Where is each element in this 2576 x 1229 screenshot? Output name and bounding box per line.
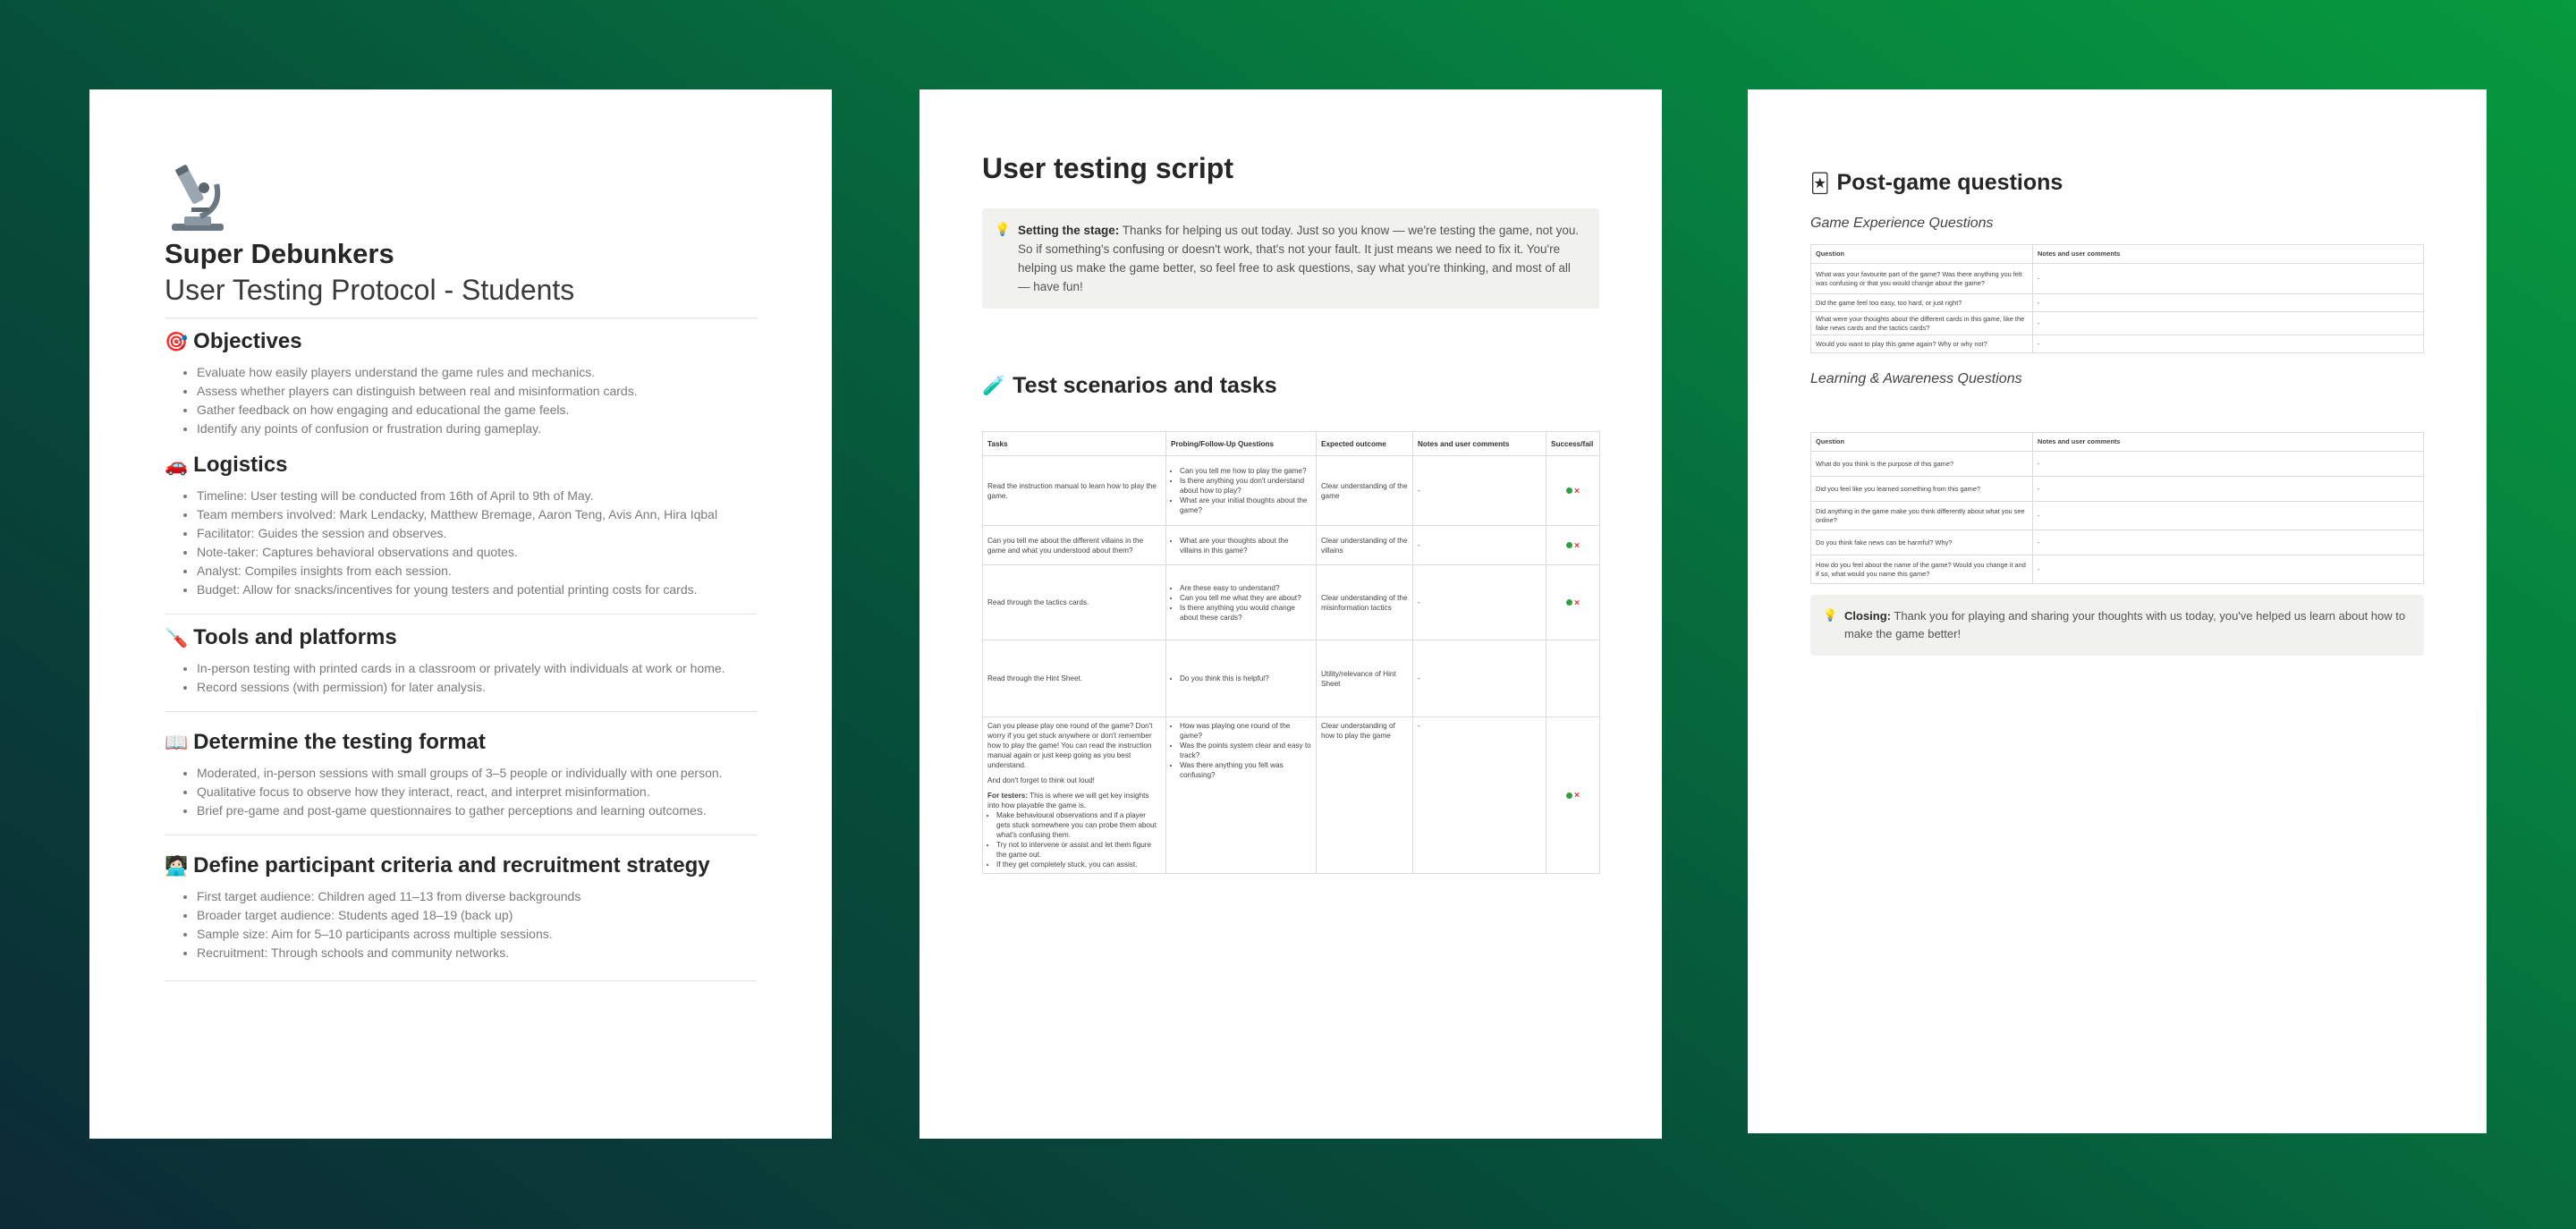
divider [165, 711, 757, 712]
column-header: Question [1811, 433, 2033, 452]
outcome-cell: Clear understanding of the misinformation tactics [1317, 565, 1413, 640]
task-cell: Read the instruction manual to learn how to play the game. [983, 456, 1166, 526]
logistics-list [165, 487, 757, 599]
tools-list [165, 659, 757, 697]
format-list [165, 764, 757, 820]
question-cell: Did anything in the game make you think differently about what you see online? [1811, 502, 2033, 530]
notes-cell: - [2033, 452, 2424, 477]
question-cell: How do you feel about the name of the game? Would you change it and if so, what would you name this game? [1811, 555, 2033, 584]
table-row [1811, 477, 2424, 502]
divider [165, 980, 757, 981]
question-cell: Did the game feel too easy, too hard, or just right? [1811, 294, 2033, 312]
section-heading-participants: 🧑🏻‍💻 Define participant criteria and recruitment strategy [165, 853, 710, 877]
book-icon: 📖 [165, 731, 189, 753]
list-item: • Facilitator: Guides the session and observes. [197, 524, 757, 543]
table-row [1811, 452, 2424, 477]
card-icon: 🃏 [1810, 172, 1830, 194]
closing-callout: 💡 Closing: Thank you for playing and sharing your thoughts with us today, you've helped us learn about how to make the game better! [1810, 595, 2424, 656]
list-item: • Assess whether players can distinguish between real and misinformation cards. [197, 382, 757, 401]
list-item: • Record sessions (with permission) for later analysis. [197, 678, 757, 697]
column-header: Probing/Follow-Up Questions [1166, 432, 1317, 456]
question-cell: What were your thoughts about the different cards in this game, like the fake news cards and the tactics cards? [1811, 312, 2033, 335]
outcome-cell: Utility/relevance of Hint Sheet [1317, 640, 1413, 717]
list-item: • Broader target audience: Students aged 18–19 (back up) [197, 906, 757, 925]
fail-icon: ✕ [1573, 541, 1580, 550]
test-tube-icon: 🧪 [982, 375, 1006, 396]
document-subtitle: User Testing Protocol - Students [165, 274, 575, 306]
section-heading-tools: 🪛 Tools and platforms [165, 625, 397, 649]
section-heading-format: 📖 Determine the testing format [165, 730, 486, 754]
participants-list [165, 887, 757, 962]
notes-cell: - [2033, 530, 2424, 555]
table-row [983, 526, 1600, 565]
fail-icon: ✕ [1573, 487, 1580, 496]
success-fail-cell [1546, 526, 1600, 565]
fail-icon: ✕ [1573, 791, 1580, 800]
notes-cell: - [2033, 555, 2424, 584]
protocol-page [89, 89, 832, 1139]
notes-cell: - [1413, 526, 1546, 565]
questions-cell: • How was playing one round of the game? • Was the points system clear and easy to track? • Was there anything you felt was confusing? [1166, 717, 1317, 874]
question-cell: Would you want to play this game again? Why or why not? [1811, 335, 2033, 353]
question-cell: Do you think fake news can be harmful? Why? [1811, 530, 2033, 555]
table-header-row [1811, 433, 2424, 452]
list-item: • Brief pre-game and post-game questionnaires to gather perceptions and learning outcomes. [197, 801, 757, 820]
table-row [1811, 335, 2424, 353]
car-icon: 🚗 [165, 453, 189, 476]
questions-cell: • What are your thoughts about the villains in this game? [1166, 526, 1317, 565]
post-game-page [1748, 89, 2487, 1133]
table-row [983, 640, 1600, 717]
technologist-icon: 🧑🏻‍💻 [165, 854, 189, 877]
table-row [1811, 294, 2424, 312]
document-title: Super Debunkers [165, 238, 394, 269]
column-header: Notes and user comments [1413, 432, 1546, 456]
post-game-title: 🃏 Post-game questions [1810, 170, 2063, 195]
screwdriver-icon: 🪛 [165, 626, 189, 648]
list-item: • Evaluate how easily players understand the game rules and mechanics. [197, 363, 757, 382]
question-cell: What was your favourite part of the game? Was there anything you felt was confusing or that you would change about the game? [1811, 264, 2033, 294]
success-fail-cell [1546, 717, 1600, 874]
outcome-cell: Clear understanding of the game [1317, 456, 1413, 526]
questions-cell: • Can you tell me how to play the game? • Is there anything you don't understand about how to play? • What are your initial thoughts about the game? [1166, 456, 1317, 526]
notes-cell: - [1413, 456, 1546, 526]
task-cell: Can you tell me about the different villains in the game and what you understood about them? [983, 526, 1166, 565]
fail-icon: ✕ [1573, 598, 1580, 607]
list-item: • Team members involved: Mark Lendacky, Matthew Bremage, Aaron Teng, Avis Ann, Hira Iqbal [197, 505, 757, 524]
list-item: • Identify any points of confusion or frustration during gameplay. [197, 420, 757, 438]
question-cell: Did you feel like you learned something from this game? [1811, 477, 2033, 502]
list-item: • Gather feedback on how engaging and educational the game feels. [197, 401, 757, 420]
list-item: • In-person testing with printed cards in a classroom or privately with individuals at work or home. [197, 659, 757, 678]
target-icon: 🎯 [165, 330, 189, 352]
learning-awareness-table [1810, 432, 2424, 584]
microscope-icon [165, 161, 757, 233]
column-header: Notes and user comments [2033, 433, 2424, 452]
table-row [983, 456, 1600, 526]
outcome-cell: Clear understanding of how to play the game [1317, 717, 1413, 874]
list-item: • Recruitment: Through schools and community networks. [197, 944, 757, 962]
success-icon [1566, 542, 1572, 548]
scenarios-table [982, 431, 1600, 874]
setting-stage-callout: 💡 Setting the stage: Thanks for helping us out today. Just so you know — we're testing the game, not you. So if something's confusing or doesn't work, that's not your fault. It just means we need to fix it. You're helping us make the game better, so feel free to ask questions, say what you're thinking, and most of all — have fun! [982, 208, 1599, 309]
section-heading-scenarios: 🧪 Test scenarios and tasks [982, 373, 1277, 398]
learning-awareness-heading: Learning & Awareness Questions [1810, 371, 2022, 386]
column-header: Question [1811, 245, 2033, 264]
notes-cell: - [1413, 717, 1546, 874]
table-row [1811, 502, 2424, 530]
table-row [1811, 312, 2424, 335]
list-item: • Note-taker: Captures behavioral observations and quotes. [197, 543, 757, 562]
list-item: • Timeline: User testing will be conducted from 16th of April to 9th of May. [197, 487, 757, 505]
list-item: • Sample size: Aim for 5–10 participants across multiple sessions. [197, 925, 757, 944]
notes-cell: - [2033, 264, 2424, 294]
questions-cell: • Do you think this is helpful? [1166, 640, 1317, 717]
column-header: Expected outcome [1317, 432, 1413, 456]
success-icon [1566, 792, 1572, 799]
list-item: • Budget: Allow for snacks/incentives for young testers and potential printing costs for cards. [197, 581, 757, 599]
table-row [983, 565, 1600, 640]
success-icon [1566, 599, 1572, 606]
table-row [1811, 555, 2424, 584]
lightbulb-icon: 💡 [1823, 609, 1838, 623]
notes-cell: - [2033, 294, 2424, 312]
script-title: User testing script [982, 152, 1233, 184]
success-fail-cell [1546, 640, 1600, 717]
script-page [919, 89, 1662, 1139]
notes-cell: - [1413, 640, 1546, 717]
success-fail-cell [1546, 565, 1600, 640]
column-header: Tasks [983, 432, 1166, 456]
section-heading-logistics: 🚗 Logistics [165, 453, 288, 477]
questions-cell: • Are these easy to understand? • Can you tell me what they are about? • Is there anything you would change about these cards? [1166, 565, 1317, 640]
notes-cell: - [2033, 502, 2424, 530]
notes-cell: - [1413, 565, 1546, 640]
success-fail-cell [1546, 456, 1600, 526]
section-heading-objectives: 🎯 Objectives [165, 329, 302, 353]
list-item: • Moderated, in-person sessions with small groups of 3–5 people or individually with one person. [197, 764, 757, 783]
column-header: Notes and user comments [2033, 245, 2424, 264]
task-cell: Can you please play one round of the game? Don't worry if you get stuck anywhere or don't remember how to play the game! You can read the instruction manual again or just keep going as you best understand. And don't forget to think out loud! For testers: This is where we will get key insights into how playable the game is. • Make behavioural observations and if a player gets stuck somewhere you can probe them about what's confusing them. • Try not to intervene or assist and let them figure the game out. • If they get completely stuck, you can assist. [983, 717, 1166, 874]
notes-cell: - [2033, 477, 2424, 502]
task-cell: Read through the tactics cards. [983, 565, 1166, 640]
notes-cell: - [2033, 335, 2424, 353]
list-item: • First target audience: Children aged 11–13 from diverse backgrounds [197, 887, 757, 906]
success-icon [1566, 487, 1572, 494]
game-experience-heading: Game Experience Questions [1810, 216, 1994, 231]
game-experience-table [1810, 244, 2424, 353]
table-header-row [1811, 245, 2424, 264]
objectives-list [165, 363, 757, 438]
notes-cell: - [2033, 312, 2424, 335]
table-row [1811, 264, 2424, 294]
table-header-row [983, 432, 1600, 456]
table-row [983, 717, 1600, 874]
list-item: • Qualitative focus to observe how they interact, react, and interpret misinformation. [197, 783, 757, 801]
table-row [1811, 530, 2424, 555]
list-item: • Analyst: Compiles insights from each session. [197, 562, 757, 581]
outcome-cell: Clear understanding of the villains [1317, 526, 1413, 565]
question-cell: What do you think is the purpose of this game? [1811, 452, 2033, 477]
task-cell: Read through the Hint Sheet. [983, 640, 1166, 717]
lightbulb-icon: 💡 [995, 223, 1011, 237]
column-header: Success/fail [1546, 432, 1600, 456]
